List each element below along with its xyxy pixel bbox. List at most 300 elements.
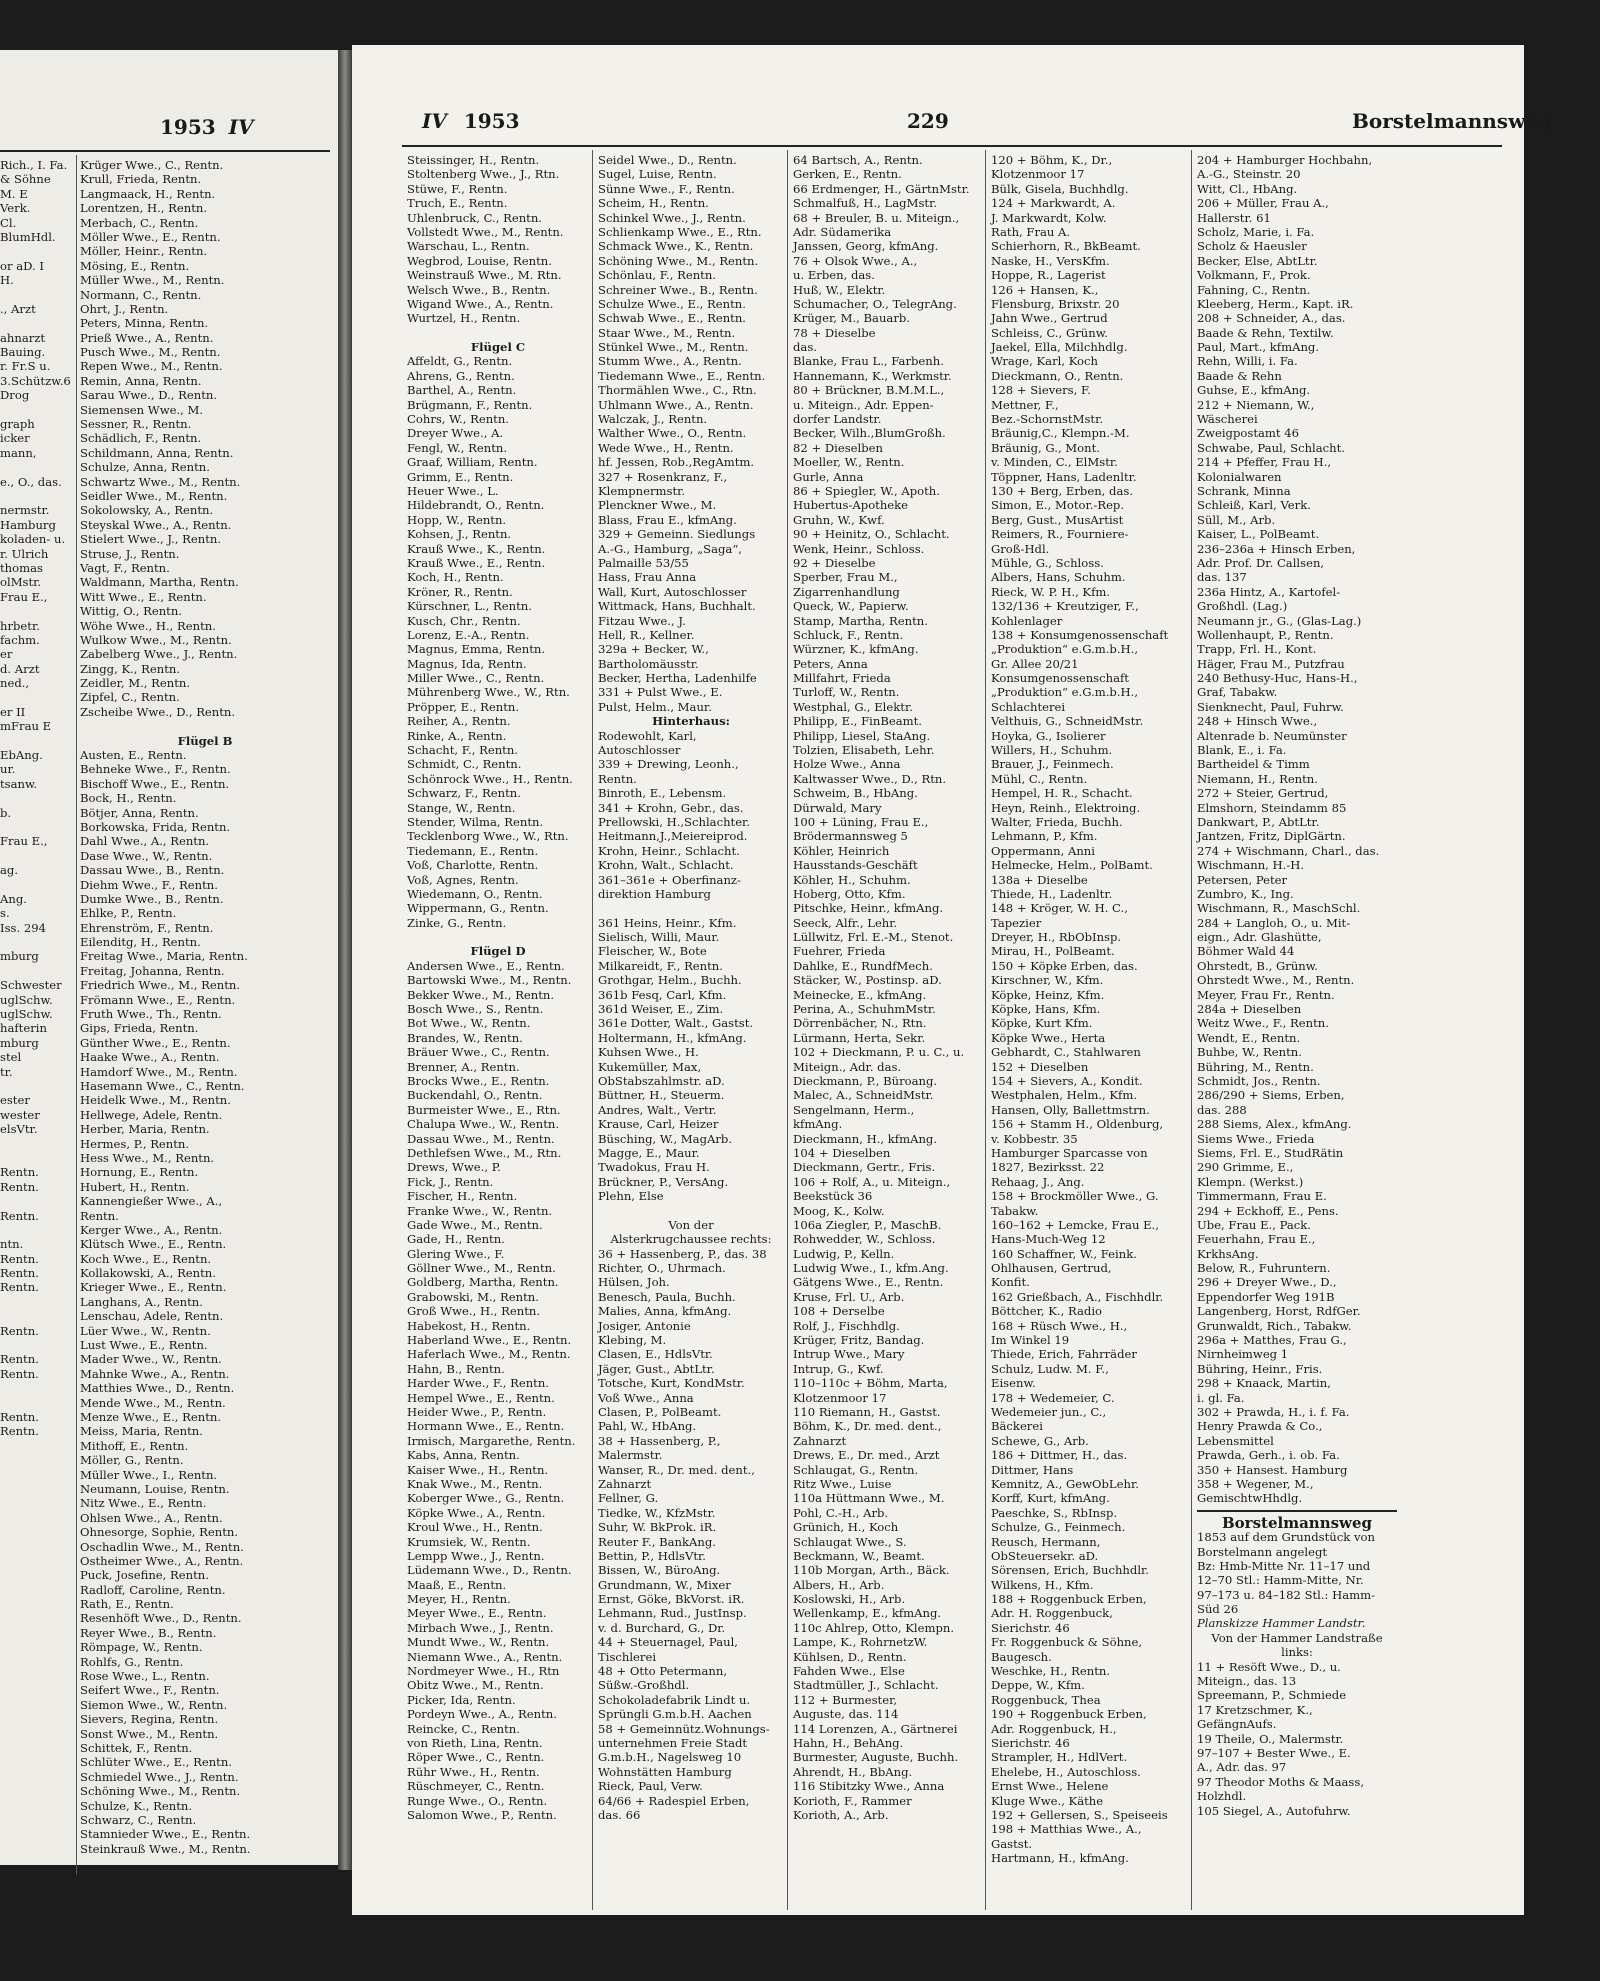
- directory-entry: Schewe, G., Arb.: [991, 1433, 1089, 1448]
- directory-entry: Böhm, K., Dr. med. dent.,: [793, 1419, 942, 1434]
- directory-entry: Repen Wwe., M., Rentn.: [80, 359, 223, 374]
- directory-entry: Picker, Ida, Rentn.: [407, 1692, 516, 1707]
- directory-entry: Schmalfuß, H., LagMstr.: [793, 196, 938, 211]
- directory-entry: [0, 244, 72, 258]
- right-column-3: [793, 153, 981, 1822]
- directory-entry: Krumsiek, W., Rentn.: [407, 1534, 531, 1549]
- directory-entry: Krauß Wwe., K., Rentn.: [407, 541, 546, 556]
- directory-entry: Wall, Kurt, Autoschlosser: [598, 584, 747, 599]
- street-section-line: 97–107 + Bester Wwe., E.: [1197, 1745, 1351, 1760]
- directory-entry: Wellenkamp, E., kfmAng.: [793, 1606, 942, 1621]
- directory-entry: Gätgens Wwe., E., Rentn.: [793, 1275, 944, 1290]
- directory-entry: Palmaille 53/55: [598, 555, 689, 570]
- directory-entry: Reyer Wwe., B., Rentn.: [80, 1625, 217, 1640]
- directory-entry: M. E: [0, 186, 28, 201]
- directory-entry: Krauß Wwe., E., Rentn.: [407, 555, 546, 570]
- right-divider-1: [592, 150, 593, 1910]
- directory-entry: Ritz Wwe., Luise: [793, 1476, 892, 1491]
- directory-entry: Mührenberg Wwe., W., Rtn.: [407, 685, 570, 700]
- directory-entry: Meyer Wwe., E., Rentn.: [407, 1606, 547, 1621]
- directory-entry: Holtermann, H., kfmAng.: [598, 1030, 747, 1045]
- directory-entry: Rath, E., Rentn.: [80, 1597, 174, 1612]
- directory-entry: [598, 901, 784, 915]
- directory-entry: Austen, E., Rentn.: [80, 748, 187, 763]
- directory-entry: Dieckmann, H., kfmAng.: [793, 1131, 938, 1146]
- directory-entry: Wede Wwe., H., Rentn.: [598, 440, 734, 455]
- street-section-line: links:: [1281, 1645, 1313, 1660]
- directory-entry: Kaiser Wwe., H., Rentn.: [407, 1462, 549, 1477]
- directory-entry: Süll, M., Arb.: [1197, 512, 1276, 527]
- directory-entry: 110–110c + Böhm, Marta,: [793, 1376, 948, 1391]
- directory-entry: Wanser, R., Dr. med. dent.,: [598, 1462, 755, 1477]
- directory-entry: Fahning, C., Rentn.: [1197, 282, 1311, 297]
- directory-entry: Schwabe, Paul, Schlacht.: [1197, 440, 1345, 455]
- directory-entry: ntn.: [0, 1237, 24, 1252]
- directory-entry: Adr. H. Roggenbuck,: [991, 1606, 1113, 1621]
- directory-entry: Runge Wwe., O., Rentn.: [407, 1793, 548, 1808]
- directory-entry: Franke Wwe., W., Rentn.: [407, 1203, 553, 1218]
- directory-entry: Schöning Wwe., M., Rentn.: [598, 253, 759, 268]
- directory-entry: Hempel, H. R., Schacht.: [991, 786, 1133, 801]
- directory-entry: Fuehrer, Frieda: [793, 944, 886, 959]
- directory-entry: Salomon Wwe., P., Rentn.: [407, 1807, 557, 1822]
- street-section-line: 1853 auf dem Grundstück von: [1197, 1530, 1375, 1545]
- directory-entry: 286/290 + Siems, Erben,: [1197, 1088, 1345, 1103]
- directory-entry: Ube, Frau E., Pack.: [1197, 1217, 1311, 1232]
- directory-entry: Sokolowsky, A., Rentn.: [80, 503, 214, 518]
- directory-entry: Frau E.,: [0, 834, 48, 849]
- directory-entry: 82 + Dieselben: [793, 440, 883, 455]
- directory-entry: ObSteuersekr. aD.: [991, 1548, 1099, 1563]
- directory-entry: Röper Wwe., C., Rentn.: [407, 1750, 545, 1765]
- directory-entry: Stender, Wilma, Rentn.: [407, 814, 544, 829]
- directory-entry: Bräunig,C., Klempn.-M.: [991, 426, 1130, 441]
- directory-entry: Schönlau, F., Rentn.: [598, 268, 716, 283]
- directory-entry: 341 + Krohn, Gebr., das.: [598, 800, 744, 815]
- right-header-year: 1953: [463, 109, 520, 133]
- directory-entry: Groß-Hdl.: [991, 541, 1050, 556]
- directory-entry: Oschadlin Wwe., M., Rentn.: [80, 1539, 244, 1554]
- directory-entry: Langmaack, H., Rentn.: [80, 186, 216, 201]
- directory-entry: Korff, Kurt, kfmAng.: [991, 1491, 1110, 1506]
- directory-entry: Bot Wwe., W., Rentn.: [407, 1016, 531, 1031]
- directory-entry: [0, 1194, 72, 1208]
- directory-entry: Weitz Wwe., F., Rentn.: [1197, 1016, 1329, 1031]
- directory-entry: tr.: [0, 1064, 13, 1079]
- directory-entry: Bez.-SchornstMstr.: [991, 412, 1104, 427]
- directory-entry: Eisenw.: [991, 1376, 1036, 1391]
- directory-entry: Uhlenbruck, C., Rentn.: [407, 210, 542, 225]
- directory-entry: Im Winkel 19: [991, 1333, 1070, 1348]
- directory-entry: Lempp Wwe., J., Rentn.: [407, 1548, 545, 1563]
- directory-entry: mburg: [0, 949, 39, 964]
- directory-entry: Kröner, R., Rentn.: [407, 584, 513, 599]
- directory-entry: Ang.: [0, 891, 27, 906]
- directory-entry: Gebhardt, C., Stahlwaren: [991, 1045, 1141, 1060]
- directory-entry: Radloff, Caroline, Rentn.: [80, 1582, 226, 1597]
- directory-entry: Zigarrenhandlung: [793, 584, 900, 599]
- directory-entry: Graf, Tabakw.: [1197, 685, 1278, 700]
- directory-entry: Siemon Wwe., W., Rentn.: [80, 1697, 228, 1712]
- directory-entry: Korioth, A., Arb.: [793, 1807, 889, 1822]
- directory-entry: Rentn.: [0, 1352, 39, 1367]
- directory-entry: Kruse, Frl. U., Arb.: [793, 1289, 905, 1304]
- directory-entry: Dittmer, Hans: [991, 1462, 1074, 1477]
- directory-entry: Klotzenmoor 17: [793, 1390, 887, 1405]
- directory-entry: Groß Wwe., H., Rentn.: [407, 1304, 541, 1319]
- directory-entry: Brauer, J., Feinmech.: [991, 757, 1114, 772]
- directory-entry: 138a + Dieselbe: [991, 872, 1088, 887]
- directory-entry: Bäckerei: [991, 1419, 1043, 1434]
- directory-entry: Truch, E., Rentn.: [407, 196, 508, 211]
- directory-entry: Bartowski Wwe., M., Rentn.: [407, 973, 572, 988]
- directory-entry: Frau E.,: [0, 589, 48, 604]
- directory-entry: Dassau Wwe., M., Rentn.: [407, 1131, 555, 1146]
- directory-entry: Grabowski, M., Rentn.: [407, 1289, 539, 1304]
- right-header-left: [422, 109, 520, 133]
- directory-entry: Ohlsen Wwe., A., Rentn.: [80, 1510, 223, 1525]
- directory-entry: Zabelberg Wwe., J., Rentn.: [80, 647, 238, 662]
- directory-entry: Benesch, Paula, Buchh.: [598, 1289, 736, 1304]
- directory-entry: Dieckmann, O., Rentn.: [991, 368, 1124, 383]
- directory-entry: Grimm, E., Rentn.: [407, 469, 514, 484]
- directory-entry: 168 + Rüsch Wwe., H.,: [991, 1318, 1128, 1333]
- directory-entry: das. 66: [598, 1807, 641, 1822]
- directory-entry: Magnus, Ida, Rentn.: [407, 656, 527, 671]
- directory-entry: Krohn, Walt., Schlacht.: [598, 858, 734, 873]
- directory-entry: Ahrens, G., Rentn.: [407, 368, 515, 383]
- directory-entry: Wischmann, H.-H.: [1197, 858, 1305, 873]
- directory-entry: 120 + Böhm, K., Dr.,: [991, 153, 1113, 167]
- directory-entry: Intrup Wwe., Mary: [793, 1347, 905, 1362]
- directory-entry: Lehmann, P., Kfm.: [991, 829, 1098, 844]
- directory-entry: Möller, Heinr., Rentn.: [80, 244, 208, 259]
- directory-entry: Wöhe Wwe., H., Rentn.: [80, 618, 216, 633]
- directory-entry: [0, 1295, 72, 1309]
- directory-entry: Krause, Carl, Heizer: [598, 1117, 719, 1132]
- directory-entry: Lenschau, Adele, Rentn.: [80, 1309, 224, 1324]
- directory-entry: BlumHdl.: [0, 229, 56, 244]
- directory-entry: Helmecke, Helm., PolBamt.: [991, 858, 1153, 873]
- directory-entry: Böhmer Wald 44: [1197, 944, 1295, 959]
- directory-entry: Kohsen, J., Rentn.: [407, 527, 512, 542]
- directory-entry: Timmermann, Frau E.: [1197, 1189, 1327, 1204]
- directory-entry: Schwarz, C., Rentn.: [80, 1812, 197, 1827]
- directory-entry: Schlachterei: [991, 699, 1066, 714]
- directory-entry: Buckendahl, O., Rentn.: [407, 1088, 543, 1103]
- directory-entry: Turloff, W., Rentn.: [793, 685, 900, 700]
- directory-entry: 110 Riemann, H., Gastst.: [793, 1404, 941, 1419]
- directory-entry: nermstr.: [0, 503, 50, 518]
- directory-entry: Suhr, W. BkProk. iR.: [598, 1520, 717, 1535]
- directory-entry: Witt, Cl., HbAng.: [1197, 181, 1298, 196]
- directory-entry: 106 + Rolf, A., u. Miteign.,: [793, 1174, 951, 1189]
- directory-entry: Brandes, W., Rentn.: [407, 1030, 523, 1045]
- directory-entry: Welsch Wwe., B., Rentn.: [407, 282, 551, 297]
- directory-entry: 76 + Olsok Wwe., A.,: [793, 253, 918, 268]
- directory-entry: Feuerhahn, Frau E.,: [1197, 1232, 1316, 1247]
- directory-entry: Rentn.: [0, 1409, 39, 1424]
- directory-entry: Rentn.: [598, 771, 637, 786]
- directory-entry: Seidler Wwe., M., Rentn.: [80, 488, 228, 503]
- directory-entry: Tabakw.: [991, 1203, 1039, 1218]
- directory-entry: Köhler, Heinrich: [793, 843, 890, 858]
- directory-entry: Tiedemann, E., Rentn.: [407, 843, 539, 858]
- directory-entry: 158 + Brockmöller Wwe., G.: [991, 1189, 1159, 1204]
- directory-entry: & Söhne: [0, 172, 51, 187]
- directory-entry: 110a Hüttmann Wwe., M.: [793, 1491, 945, 1506]
- directory-entry: Reuter F., BankAng.: [598, 1534, 716, 1549]
- directory-entry: Kannengießer Wwe., A.,: [80, 1194, 223, 1209]
- directory-entry: 190 + Roggenbuck Erben,: [991, 1707, 1147, 1722]
- directory-entry: Pusch Wwe., M., Rentn.: [80, 345, 221, 360]
- directory-entry: Schwartz Wwe., M., Rentn.: [80, 474, 241, 489]
- directory-entry: Roggenbuck, Thea: [991, 1692, 1101, 1707]
- directory-entry: 110b Morgan, Arth., Bäck.: [793, 1563, 950, 1578]
- directory-entry: Sessner, R., Rentn.: [80, 417, 192, 432]
- right-header-roman: IV: [422, 109, 447, 133]
- directory-entry: Mithoff, E., Rentn.: [80, 1438, 189, 1453]
- directory-entry: Meyer, Frau Fr., Rentn.: [1197, 987, 1335, 1002]
- directory-entry: Richter, O., Uhrmach.: [598, 1261, 726, 1276]
- directory-entry: Bräuer Wwe., C., Rentn.: [407, 1045, 550, 1060]
- directory-entry: 248 + Hinsch Wwe.,: [1197, 714, 1318, 729]
- directory-entry: Schokoladefabrik Lindt u.: [598, 1692, 751, 1707]
- directory-entry: Volkmann, F., Prok.: [1197, 268, 1311, 283]
- directory-entry: Klempn. (Werkst.): [1197, 1174, 1304, 1189]
- directory-entry: Menze Wwe., E., Rentn.: [80, 1409, 221, 1424]
- directory-entry: Hormann Wwe., E., Rentn.: [407, 1419, 565, 1434]
- directory-entry: Mader Wwe., W., Rentn.: [80, 1352, 222, 1367]
- directory-entry: Becker, Wilh.,BlumGroßh.: [793, 426, 946, 441]
- directory-entry: Brocks Wwe., E., Rentn.: [407, 1074, 550, 1088]
- directory-entry: [407, 930, 589, 944]
- directory-entry: Elmshorn, Steindamm 85: [1197, 800, 1347, 815]
- directory-entry: ., Arzt: [0, 301, 36, 316]
- directory-entry: Kirschner, W., Kfm.: [991, 973, 1104, 988]
- directory-entry: Ahrendt, H., BbAng.: [793, 1764, 913, 1779]
- directory-entry: Rolf, J., Fischhdlg.: [793, 1318, 900, 1333]
- directory-entry: Langhans, A., Rentn.: [80, 1294, 203, 1309]
- directory-entry: [0, 316, 72, 330]
- directory-entry: Flügel D: [470, 944, 526, 959]
- right-header-rule: [402, 145, 1502, 147]
- directory-entry: Schlüter Wwe., E., Rentn.: [80, 1755, 232, 1770]
- directory-entry: Krull, Frieda, Rentn.: [80, 172, 202, 187]
- directory-entry: 288 Siems, Alex., kfmAng.: [1197, 1117, 1352, 1132]
- directory-entry: Häger, Frau M., Putzfrau: [1197, 656, 1345, 671]
- directory-entry: Schmiedel Wwe., J., Rentn.: [80, 1769, 239, 1784]
- directory-entry: mburg: [0, 1035, 39, 1050]
- directory-entry: Schwester: [0, 978, 62, 993]
- directory-entry: Seifert Wwe., F., Rentn.: [80, 1683, 220, 1698]
- directory-entry: 132/136 + Kreutziger, F.,: [991, 599, 1139, 614]
- directory-entry: Wegbrod, Louise, Rentn.: [407, 253, 552, 268]
- directory-entry: Adr. Südamerika: [793, 224, 892, 239]
- directory-entry: Fitzau Wwe., J.: [598, 613, 686, 628]
- directory-entry: Kusch, Chr., Rentn.: [407, 613, 521, 628]
- directory-entry: Müller Wwe., I., Rentn.: [80, 1467, 218, 1482]
- directory-entry: Flügel B: [177, 733, 233, 748]
- directory-entry: Ehrenström, F., Rentn.: [80, 920, 214, 935]
- directory-entry: „Produktion“ e.G.m.b.H.,: [991, 685, 1139, 700]
- directory-entry: Bettin, P., HdlsVtr.: [598, 1548, 706, 1563]
- directory-entry: Drews, Wwe., P.: [407, 1160, 501, 1175]
- directory-entry: 212 + Niemann, W.,: [1197, 397, 1315, 412]
- directory-entry: hafterin: [0, 1021, 47, 1036]
- directory-entry: Lampe, K., RohrnetzW.: [793, 1635, 928, 1650]
- directory-entry: koladen- u.: [0, 532, 66, 547]
- directory-entry: 327 + Rosenkranz, F.,: [598, 469, 728, 484]
- directory-entry: hrbetr.: [0, 618, 40, 633]
- directory-entry: Siems, Frl. E., StudRätin: [1197, 1145, 1344, 1160]
- left-divider: [76, 155, 77, 1875]
- directory-entry: Wigand Wwe., A., Rentn.: [407, 296, 554, 311]
- directory-entry: Krüger, M., Bauarb.: [793, 311, 910, 326]
- directory-entry: Büttner, H., Steuerm.: [598, 1088, 725, 1103]
- directory-entry: H.: [0, 273, 14, 288]
- directory-entry: Mundt Wwe., W., Rentn.: [407, 1635, 550, 1650]
- directory-entry: 154 + Sievers, A., Kondit.: [991, 1074, 1143, 1088]
- directory-entry: 298 + Knaack, Martin,: [1197, 1376, 1331, 1391]
- directory-entry: Kürschner, L., Rentn.: [407, 599, 532, 614]
- directory-entry: Kohlenlager: [991, 613, 1063, 628]
- directory-entry: Pahl, W., HbAng.: [598, 1419, 697, 1434]
- street-section-title: Borstelmannsweg: [1222, 1513, 1372, 1532]
- directory-entry: ahnarzt: [0, 330, 46, 345]
- directory-entry: Iss. 294: [0, 920, 46, 935]
- directory-entry: Rehaag, J., Ang.: [991, 1174, 1085, 1189]
- directory-entry: Bischoff Wwe., E., Rentn.: [80, 776, 230, 791]
- directory-entry: Schrank, Minna: [1197, 483, 1291, 498]
- directory-entry: 208 + Schneider, A., das.: [1197, 311, 1346, 326]
- directory-entry: Beekstück 36: [793, 1189, 873, 1204]
- directory-entry: ObStabszahlmstr. aD.: [598, 1074, 725, 1088]
- directory-entry: 86 + Spiegler, W., Apoth.: [793, 483, 940, 498]
- directory-entry: Graaf, William, Rentn.: [407, 455, 538, 470]
- directory-entry: Kaltwasser Wwe., D., Rtn.: [793, 771, 946, 786]
- directory-entry: Seeck, Alfr., Lehr.: [793, 915, 898, 930]
- directory-entry: er II: [0, 704, 26, 719]
- directory-entry: 58 + Gemeinnütz.Wohnungs-: [598, 1721, 770, 1736]
- directory-entry: Wippermann, G., Rentn.: [407, 901, 549, 916]
- directory-entry: hf. Jessen, Rob.,RegAmtm.: [598, 455, 755, 470]
- directory-entry: [80, 719, 330, 733]
- directory-entry: Kemnitz, A., GewObLehr.: [991, 1476, 1139, 1491]
- directory-entry: Tapezier: [991, 915, 1042, 930]
- directory-entry: 36 + Hassenberg, P., das. 38: [598, 1246, 767, 1261]
- directory-entry: 66 Erdmenger, H., GärtnMstr.: [793, 181, 970, 196]
- directory-entry: Köpke, Heinz, Kfm.: [991, 987, 1105, 1002]
- directory-entry: Knak Wwe., M., Rentn.: [407, 1476, 543, 1491]
- directory-entry: Baugesch.: [991, 1649, 1052, 1664]
- directory-entry: [0, 1309, 72, 1323]
- directory-entry: Warschau, L., Rentn.: [407, 239, 530, 254]
- directory-entry: Drews, E., Dr. med., Arzt: [793, 1448, 940, 1463]
- directory-entry: Peters, Minna, Rentn.: [80, 316, 209, 331]
- directory-entry: Hermes, P., Rentn.: [80, 1136, 190, 1151]
- directory-entry: Sörensen, Erich, Buchhdlr.: [991, 1563, 1149, 1578]
- directory-entry: Becker, Hertha, Ladenhilfe: [598, 671, 757, 686]
- directory-entry: Stielert Wwe., J., Rentn.: [80, 532, 222, 547]
- directory-entry: Rieck, Paul, Verw.: [598, 1779, 703, 1794]
- directory-entry: 3.Schützw.6: [0, 373, 71, 388]
- directory-entry: Walter, Frieda, Buchh.: [991, 814, 1123, 829]
- directory-entry: Baade & Rehn: [1197, 368, 1282, 383]
- directory-entry: Heyn, Reinh., Elektroing.: [991, 800, 1141, 815]
- directory-entry: 114 Lorenzen, A., Gärtnerei: [793, 1721, 958, 1736]
- left-column-1: [0, 158, 72, 1482]
- directory-entry: Cohrs, W., Rentn.: [407, 412, 509, 427]
- directory-entry: Grünich, H., Koch: [793, 1520, 899, 1535]
- directory-entry: Vollstedt Wwe., M., Rentn.: [407, 224, 564, 239]
- directory-entry: Wedemeier jun., C.,: [991, 1404, 1107, 1419]
- street-section-line: Miteign., das. 13: [1197, 1674, 1297, 1689]
- directory-entry: Dieckmann, P., Büroang.: [793, 1074, 938, 1088]
- directory-entry: Sonst Wwe., M., Rentn.: [80, 1726, 219, 1741]
- directory-entry: Paul, Mart., kfmAng.: [1197, 340, 1320, 355]
- directory-entry: Pordeyn Wwe., A., Rentn.: [407, 1707, 557, 1722]
- directory-entry: Deppe, W., Kfm.: [991, 1678, 1085, 1693]
- directory-entry: Moog, K., Kolw.: [793, 1203, 885, 1218]
- directory-entry: Hass, Frau Anna: [598, 570, 697, 585]
- directory-entry: GemischtwHhdlg.: [1197, 1491, 1303, 1506]
- directory-entry: ned.,: [0, 676, 30, 691]
- directory-entry: Freitag, Johanna, Rentn.: [80, 963, 225, 978]
- directory-entry: [0, 460, 72, 474]
- right-column-2: [598, 153, 784, 1822]
- directory-entry: Langenberg, Horst, RdfGer.: [1197, 1304, 1361, 1319]
- directory-entry: icker: [0, 431, 30, 446]
- directory-entry: fachm.: [0, 632, 40, 647]
- directory-entry: Möller, G., Rentn.: [80, 1453, 184, 1468]
- directory-entry: Wendt, E., Rentn.: [1197, 1030, 1301, 1045]
- directory-entry: Rinke, A., Rentn.: [407, 728, 507, 743]
- directory-entry: 48 + Otto Petermann,: [598, 1664, 728, 1679]
- directory-entry: Wrage, Karl, Koch: [991, 354, 1098, 369]
- directory-entry: Schwarz, F., Rentn.: [407, 786, 521, 801]
- directory-entry: thomas: [0, 560, 43, 575]
- directory-entry: Schmack Wwe., K., Rentn.: [598, 239, 754, 254]
- directory-entry: Milkareidt, F., Rentn.: [598, 958, 723, 973]
- directory-entry: 80 + Brückner, B.M.M.L.,: [793, 383, 945, 398]
- directory-entry: Rentn.: [0, 1266, 39, 1281]
- directory-entry: Baade & Rehn, Textilw.: [1197, 325, 1334, 340]
- directory-entry: 128 + Sievers, F.: [991, 383, 1091, 398]
- directory-entry: Hamburger Sparcasse von: [991, 1145, 1148, 1160]
- directory-entry: v. Kobbestr. 35: [991, 1131, 1078, 1146]
- directory-entry: Köpke Wwe., A., Rentn.: [407, 1505, 546, 1520]
- directory-entry: Mühl, C., Rentn.: [991, 771, 1088, 786]
- directory-entry: Koslowski, H., Arb.: [793, 1592, 906, 1607]
- directory-entry: Moeller, W., Rentn.: [793, 455, 905, 470]
- directory-entry: Blank, E., i. Fa.: [1197, 743, 1287, 758]
- directory-entry: Goldberg, Martha, Rentn.: [407, 1275, 559, 1290]
- directory-entry: Puck, Josefine, Rentn.: [80, 1568, 209, 1583]
- directory-entry: Steissinger, H., Rentn.: [407, 153, 540, 167]
- directory-entry: Wischmann, R., MaschSchl.: [1197, 901, 1361, 916]
- directory-entry: Schreiner Wwe., B., Rentn.: [598, 282, 758, 297]
- directory-entry: Wiedemann, O., Rentn.: [407, 886, 543, 901]
- directory-entry: r. Ulrich: [0, 546, 49, 561]
- directory-entry: Lust Wwe., E., Rentn.: [80, 1338, 208, 1353]
- directory-entry: 361e Dotter, Walt., Gastst.: [598, 1016, 754, 1031]
- directory-entry: Koch, H., Rentn.: [407, 570, 504, 585]
- directory-entry: Hornung, E., Rentn.: [80, 1165, 199, 1180]
- directory-entry: Hellwege, Adele, Rentn.: [80, 1107, 223, 1122]
- directory-entry: Stadtmüller, J., Schlacht.: [793, 1678, 939, 1693]
- directory-entry: A.-G., Hamburg, „Saga“,: [598, 541, 742, 556]
